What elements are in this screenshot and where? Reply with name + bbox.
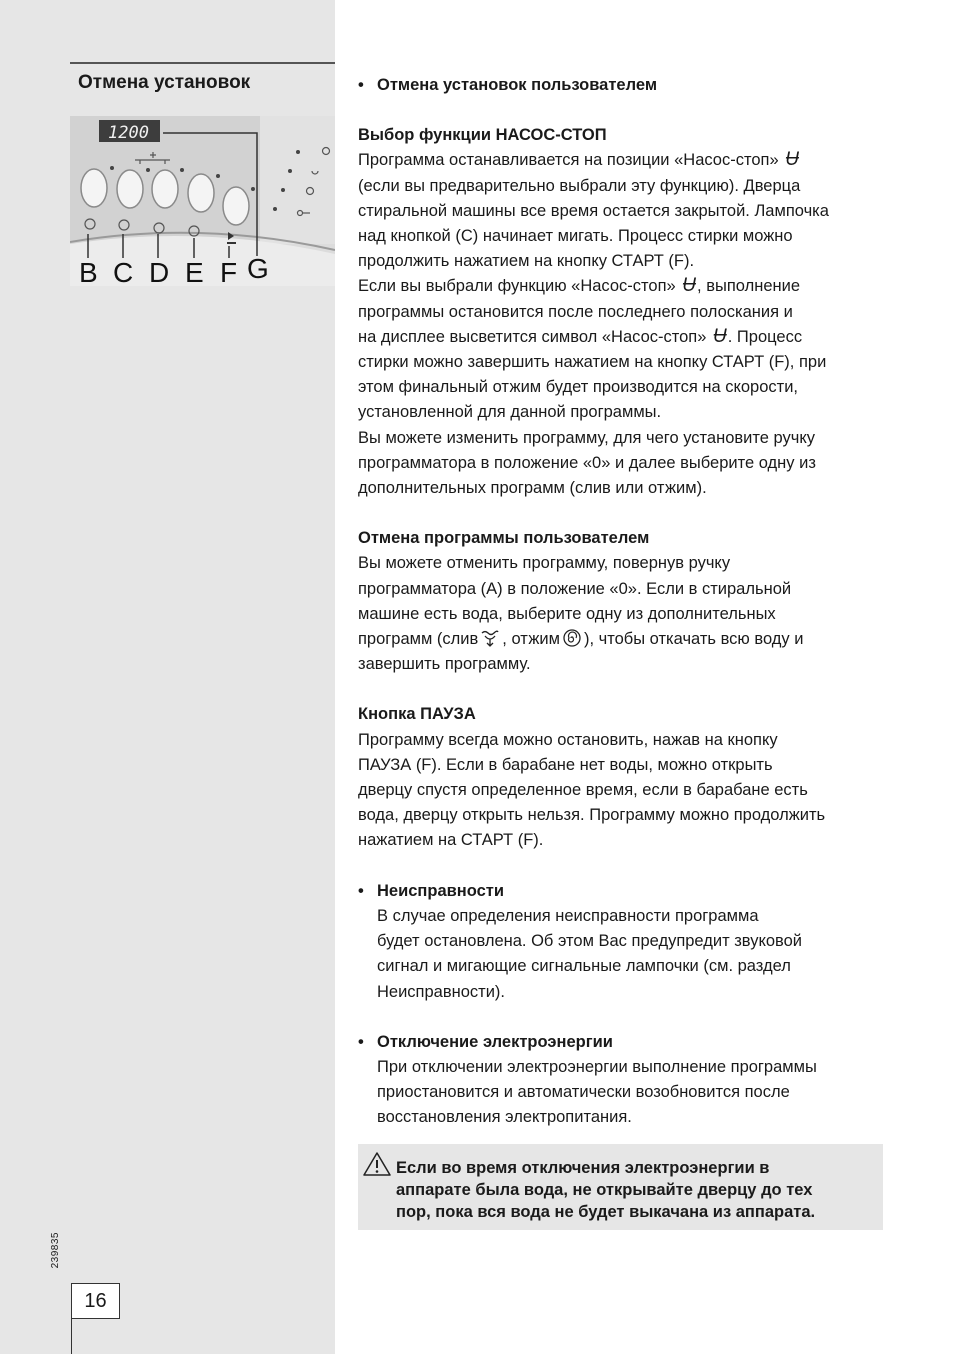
paragraph-line: вода, дверцу открыть нельзя. Программу можно продолжить	[358, 806, 826, 825]
paragraph-line: приостановится и автоматически возобновится после	[377, 1083, 790, 1102]
control-panel-illustration	[70, 116, 335, 286]
paragraph-line: продолжить нажатием на кнопку СТАРТ (F).	[358, 252, 695, 271]
warning-text	[396, 1157, 876, 1223]
paragraph-line: программ (слив , отжим ), чтобы откачать всю воду и	[358, 630, 804, 649]
paragraph-line: Программа останавливается на позиции «Насос-стоп» Ʉ	[358, 149, 798, 171]
document-code: 239835	[50, 1232, 61, 1269]
paragraph-line: установленной для данной программы.	[358, 403, 662, 422]
main-text	[358, 73, 886, 1131]
paragraph-line: (если вы предварительно выбрали эту функцию). Дверца	[358, 176, 801, 195]
warning-line: аппарате была вода, не открывайте дверцу до тех	[396, 1181, 813, 1199]
paragraph-line: завершить программу.	[358, 655, 531, 674]
drain-icon	[480, 629, 500, 647]
paragraph-line: дополнительных программ (слив или отжим).	[358, 479, 707, 498]
page-number-rule	[71, 1318, 72, 1354]
display-readout: 1200	[108, 123, 149, 143]
warning-line: пор, пока вся вода не будет выкачана из аппарата.	[396, 1203, 816, 1221]
section-heading: Выбор функции НАСОС-СТОП	[358, 126, 607, 145]
paragraph-line: программатора (А) в положение «0». Если в стиральной	[358, 579, 792, 598]
bullet-heading: • Отмена установок пользователем	[358, 73, 886, 98]
paragraph-line: стиральной машины все время остается закрытой. Лампочка	[358, 201, 829, 220]
paragraph-line: машине есть вода, выберите одну из дополнительных	[358, 604, 776, 623]
pump-stop-symbol: Ʉ	[682, 275, 696, 297]
panel-label-f: F	[220, 257, 238, 286]
page-number: 16	[71, 1283, 120, 1319]
panel-label-g: G	[247, 253, 269, 284]
pump-stop-symbol: Ʉ	[713, 325, 726, 347]
paragraph-line: программатора в положение «0» и далее выберите одну из	[358, 453, 816, 472]
sidebar-title: Отмена установок	[78, 72, 251, 93]
warning-box	[358, 1144, 883, 1230]
pump-stop-symbol: Ʉ	[785, 149, 798, 171]
bullet-heading: • Отключение электроэнергии	[358, 1030, 886, 1055]
paragraph-line: дверцу спустя определенное время, если в барабане есть	[358, 781, 808, 800]
paragraph-line: Вы можете отменить программу, повернув ручку	[358, 554, 731, 573]
paragraph-line: стирки можно завершить нажатием на кнопку СТАРТ (F), при	[358, 353, 827, 372]
panel-label-e: E	[185, 257, 204, 286]
section-heading: Отмена программы пользователем	[358, 529, 650, 548]
paragraph-line: над кнопкой (С) начинает мигать. Процесс стирки можно	[358, 227, 793, 246]
paragraph-line: ПАУЗА (F). Если в барабане нет воды, можно открыть	[358, 755, 773, 774]
warning-line: Если во время отключения электроэнергии в	[396, 1159, 770, 1177]
paragraph-line: программы остановится после последнего полоскания и	[358, 302, 793, 321]
spin-icon	[562, 629, 582, 647]
section-heading: Кнопка ПАУЗА	[358, 705, 476, 724]
panel-label-c: C	[113, 257, 134, 286]
paragraph-line: сигнал и мигающие сигнальные лампочки (см. раздел	[377, 957, 791, 976]
paragraph-line: Вы можете изменить программу, для чего установите ручку	[358, 428, 815, 447]
paragraph-line: будет остановлена. Об этом Вас предупредит звуковой	[377, 932, 803, 951]
panel-label-b: B	[79, 257, 98, 286]
sidebar-rule	[70, 62, 335, 64]
bullet-heading: • Неисправности	[358, 879, 886, 904]
paragraph-line: Если вы выбрали функцию «Насос-стоп» Ʉ , выполнение	[358, 275, 800, 297]
panel-label-d: D	[149, 257, 170, 286]
paragraph-line: восстановления электропитания.	[377, 1108, 632, 1127]
control-panel-drawing	[70, 116, 335, 286]
paragraph-line: на дисплее высветится символ «Насос-стоп» Ʉ . Процесс	[358, 325, 803, 347]
paragraph-line: нажатием на СТАРТ (F).	[358, 831, 544, 850]
paragraph-line: этом финальный отжим будет производится на скорости,	[358, 378, 799, 397]
paragraph-line: При отключении электроэнергии выполнение программы	[377, 1057, 817, 1076]
paragraph-line: Неисправности).	[377, 982, 506, 1001]
paragraph-line: Программу всегда можно остановить, нажав на кнопку	[358, 730, 778, 749]
warning-icon	[362, 1151, 392, 1177]
paragraph-line: В случае определения неисправности программа	[377, 906, 759, 925]
